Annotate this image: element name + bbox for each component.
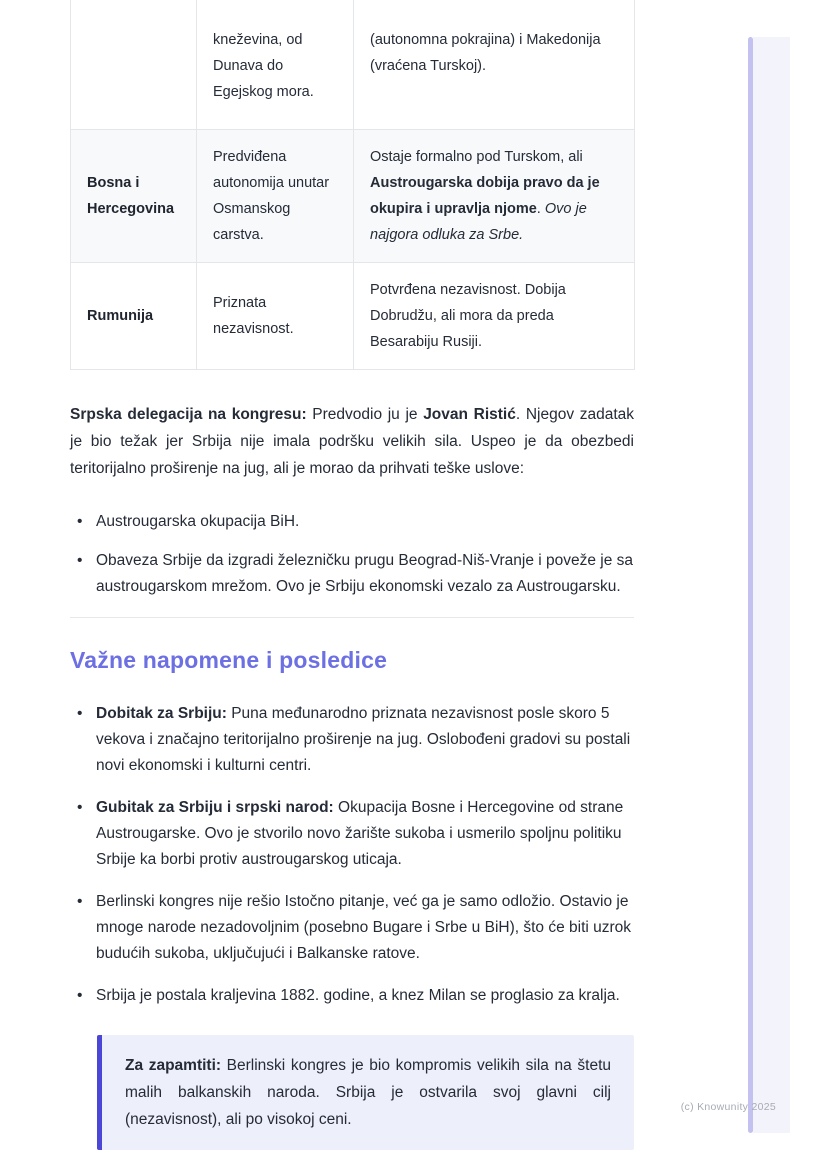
- conditions-list: [70, 509, 634, 600]
- congress-results-table: [70, 0, 635, 370]
- list-item: • Berlinski kongres nije rešio Istočno pitanje, već ga je samo odložio. Ostavio je mnoge narode nezadovoljnim (posebno Bugare i Srbe u BiH), što će biti uzrok budućih sukoba, uključujući i Balkanske ratove.: [70, 889, 634, 967]
- copyright-watermark: (c) Knowunity 2025: [680, 1101, 776, 1113]
- table-cell-decision: kneževina, od Dunava do Egejskog mora.: [197, 0, 354, 129]
- table-cell-territory: Bosna i Hercegovina: [71, 129, 197, 262]
- document-page: [70, 0, 634, 1171]
- table-cell-outcome: Potvrđena nezavisnost. Dobija Dobrudžu, ali mora da preda Besarabiju Rusiji.: [354, 262, 635, 369]
- list-item: • Dobitak za Srbiju: Puna međunarodno priznata nezavisnost posle skoro 5 vekova i značajno teritorijalno proširenje na jug. Oslobođeni gradovi su postali novi ekonomski i kulturni centri.: [70, 701, 634, 779]
- table-cell-outcome: Ostaje formalno pod Turskom, ali Austrougarska dobija pravo da je okupira i upravlja njome. Ovo je najgora odluka za Srbe.: [354, 129, 635, 262]
- section-divider: [70, 617, 634, 618]
- remember-callout: Za zapamtiti: Berlinski kongres je bio kompromis velikih sila na štetu malih balkanskih naroda. Srbija je ostvarila svoj glavni cilj (nezavisnost), ali po visokoj ceni.: [97, 1035, 634, 1150]
- table-row: [71, 129, 635, 262]
- list-item: • Austrougarska okupacija BiH.: [70, 509, 634, 535]
- page-edge-band: [753, 37, 790, 1133]
- table-row: [71, 0, 635, 129]
- table-cell-territory: [71, 0, 197, 129]
- list-item: • Gubitak za Srbiju i srpski narod: Okupacija Bosne i Hercegovine od strane Austrougarske. Ovo je stvorilo novo žarište sukoba i usmerilo spoljnu politiku Srbije ka borbi protiv austrougarskog uticaja.: [70, 795, 634, 873]
- table-cell-decision: Predviđena autonomija unutar Osmanskog carstva.: [197, 129, 354, 262]
- list-item: • Obaveza Srbije da izgradi železničku prugu Beograd-Niš-Vranje i poveže je sa austrougarskom mrežom. Ovo je Srbiju ekonomski vezalo za Austrougarsku.: [70, 548, 634, 600]
- intro-paragraph: Srpska delegacija na kongresu: Predvodio ju je Jovan Ristić. Njegov zadatak je bio težak jer Srbija nije imala podršku velikih sila. Uspeo je da obezbedi teritorijalno proširenje na jug, ali je morao da prihvati teške uslove:: [70, 405, 635, 477]
- table-cell-decision: Priznata nezavisnost.: [197, 262, 354, 369]
- notes-list: [70, 701, 634, 1009]
- list-item: • Srbija je postala kraljevina 1882. godine, a knez Milan se proglasio za kralja.: [70, 983, 634, 1009]
- section-heading: Važne napomene i posledice: [70, 646, 388, 673]
- table-cell-outcome: (autonomna pokrajina) i Makedonija (vraćena Turskoj).: [354, 0, 635, 129]
- table-row: [71, 262, 635, 369]
- scrollbar-thumb[interactable]: [748, 37, 753, 1133]
- table-cell-territory: Rumunija: [71, 262, 197, 369]
